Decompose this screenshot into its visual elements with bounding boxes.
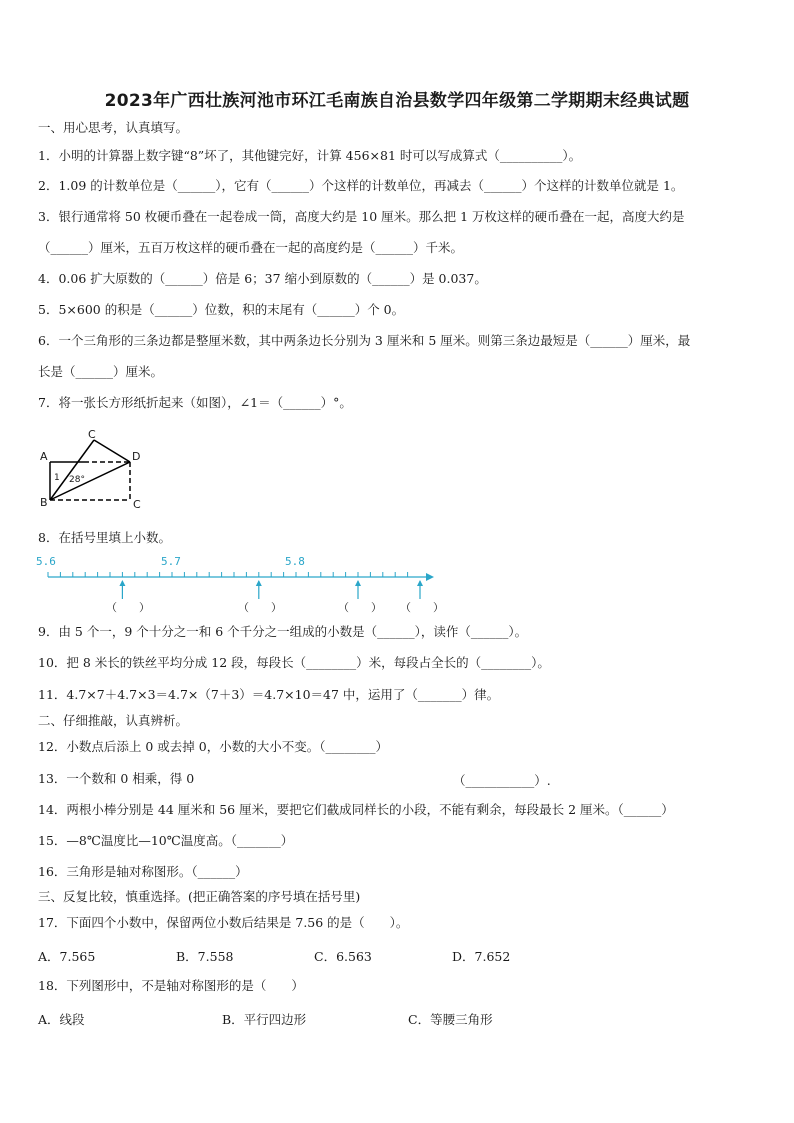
fold-diagonal-bd — [50, 462, 130, 500]
question-15: 15．—8℃温度比—10℃温度高。（_______） — [38, 833, 294, 848]
label-a: A — [40, 450, 48, 463]
question-11: 11．4.7×7＋4.7×3＝4.7×（7＋3）＝4.7×10＝47 中，运用了（_______）律。 — [38, 687, 500, 702]
question-18: 18．下列图形中，不是轴对称图形的是（ ） — [38, 978, 304, 993]
q17-option-d[interactable]: D．7.652 — [452, 949, 511, 964]
q18-option-b[interactable]: B．平行四边形 — [222, 1012, 307, 1027]
page-title: 2023年广西壮族河池市环江毛南族自治县数学四年级第二学期期末经典试题 — [104, 91, 690, 111]
fold-edge-cd — [94, 440, 130, 462]
section-2-heading: 二、仔细推敲，认真辨析。 — [38, 713, 189, 728]
number-line-pointer-head-4 — [417, 580, 423, 586]
number-line-blank-2[interactable]: （ ） — [238, 601, 282, 614]
question-13: 13．一个数和 0 相乘，得 0 — [38, 771, 195, 786]
tick-label-5-6: 5.6 — [36, 555, 56, 568]
label-c-bottom: C — [133, 498, 141, 511]
q17-option-c[interactable]: C．6.563 — [314, 949, 372, 964]
number-line-pointer-head-2 — [256, 580, 262, 586]
tick-label-5-8: 5.8 — [285, 555, 305, 568]
question-12: 12．小数点后添上 0 或去掉 0，小数的大小不变。（________） — [38, 739, 388, 754]
label-c-folded: C — [88, 428, 96, 441]
fold-edge-bc — [50, 440, 94, 500]
number-line-pointer-head-1 — [119, 580, 125, 586]
question-16: 16．三角形是轴对称图形。（______） — [38, 864, 248, 879]
question-4: 4．0.06 扩大原数的（______）倍是 6；37 缩小到原数的（______）是 0.037。 — [38, 271, 487, 286]
number-line-pointer-head-3 — [355, 580, 361, 586]
question-9: 9．由 5 个一，9 个十分之一和 6 个千分之一组成的小数是（______），读作（______）。 — [38, 624, 528, 639]
q17-option-b[interactable]: B．7.558 — [176, 949, 234, 964]
q17-option-a[interactable]: A．7.565 — [38, 949, 96, 964]
question-1: 1．小明的计算器上数字键“8”坏了，其他键完好，计算 456×81 时可以写成算式（__________）。 — [38, 148, 582, 163]
question-5: 5．5×600 的积是（______）位数，积的末尾有（______）个 0。 — [38, 302, 405, 317]
q18-option-a[interactable]: A．线段 — [38, 1012, 85, 1027]
question-6-line-2: 长是（______）厘米。 — [38, 364, 164, 379]
question-10: 10．把 8 米长的铁丝平均分成 12 段，每段长（________）米，每段占全长的（________）。 — [38, 655, 550, 670]
question-13-blank[interactable]: （___________）. — [453, 773, 551, 788]
label-angle-1: 1 — [54, 473, 60, 483]
question-3-line-2: （______）厘米，五百万枚这样的硬币叠在一起的高度约是（______）千米。 — [38, 240, 464, 255]
question-7: 7．将一张长方形纸折起来（如图），∠1＝（______）°。 — [38, 395, 352, 410]
number-line-blank-3[interactable]: （ ） — [338, 601, 382, 614]
section-3-heading: 三、反复比较，慎重选择。(把正确答案的序号填在括号里) — [38, 889, 361, 904]
label-d: D — [132, 450, 141, 463]
number-line-blank-4[interactable]: （ ） — [400, 601, 444, 614]
question-14: 14．两根小棒分别是 44 厘米和 56 厘米，要把它们截成同样长的小段，不能有剩余，每段最长 2 厘米。（______） — [38, 802, 674, 817]
tick-label-5-7: 5.7 — [161, 555, 181, 568]
question-8: 8．在括号里填上小数。 — [38, 530, 171, 545]
label-angle-28: 28° — [69, 475, 85, 485]
section-1-heading: 一、用心思考，认真填写。 — [38, 120, 189, 135]
folded-rectangle-figure — [38, 428, 148, 512]
number-line-figure — [36, 555, 444, 620]
question-17: 17．下面四个小数中，保留两位小数后结果是 7.56 的是（ ）。 — [38, 915, 409, 930]
number-line-blank-1[interactable]: （ ） — [106, 601, 150, 614]
number-line-arrowhead — [426, 573, 434, 581]
question-2: 2．1.09 的计数单位是（______），它有（______）个这样的计数单位，再减去（______）个这样的计数单位就是 1。 — [38, 178, 684, 193]
q18-option-c[interactable]: C．等腰三角形 — [408, 1012, 493, 1027]
label-b: B — [40, 496, 48, 509]
question-3-line-1: 3．银行通常将 50 枚硬币叠在一起卷成一筒，高度大约是 10 厘米。那么把 1 万枚这样的硬币叠在一起，高度大约是 — [38, 209, 685, 224]
question-6-line-1: 6．一个三角形的三条边都是整厘米数，其中两条边长分别为 3 厘米和 5 厘米。则第三条边最短是（______）厘米，最 — [38, 333, 691, 348]
